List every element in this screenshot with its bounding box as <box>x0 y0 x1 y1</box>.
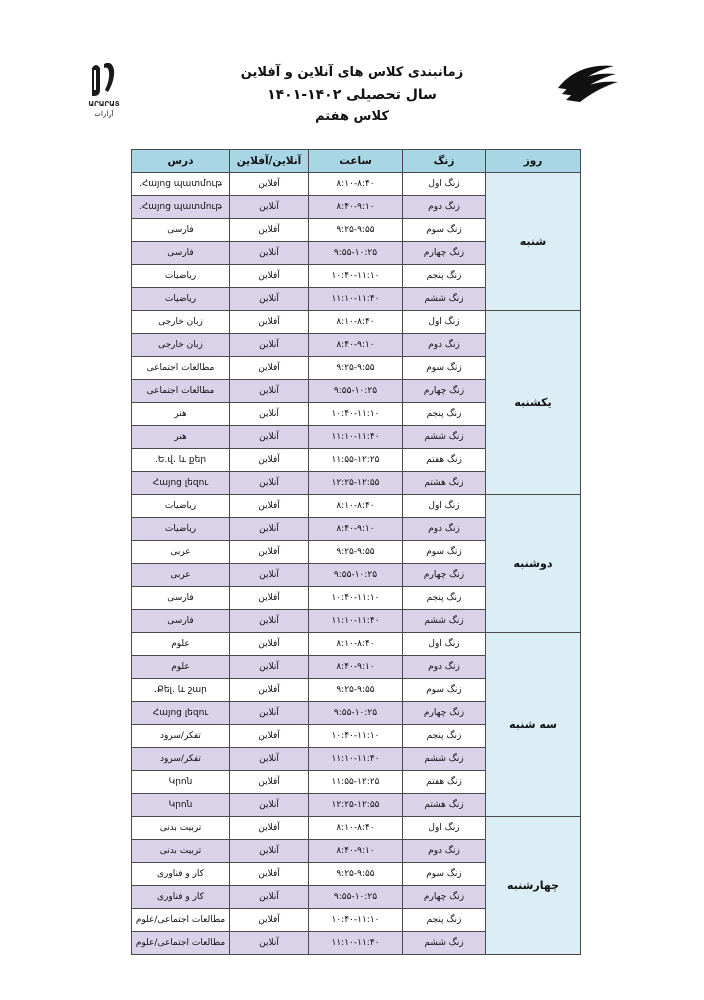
cell-subject: فارسی <box>132 242 230 265</box>
cell-subject: Կրոն <box>132 771 230 794</box>
cell-subject: ریاضیات <box>132 288 230 311</box>
header-period: زنگ <box>403 150 486 173</box>
cell-time: ۹:۲۵-۹:۵۵ <box>309 863 403 886</box>
cell-mode: آنلاین <box>230 380 309 403</box>
cell-subject: Հայոց լեզու <box>132 472 230 495</box>
cell-time: ۱۰:۴۰-۱۱:۱۰ <box>309 265 403 288</box>
cell-subject: ریاضیات <box>132 518 230 541</box>
schedule-body <box>132 173 581 955</box>
cell-period: زنگ دوم <box>403 334 486 357</box>
cell-subject: فارسی <box>132 610 230 633</box>
cell-time: ۱۰:۴۰-۱۱:۱۰ <box>309 403 403 426</box>
cell-subject: مطالعات اجتماعی/علوم <box>132 932 230 955</box>
cell-mode: آنلاین <box>230 196 309 219</box>
cell-mode: آنلاین <box>230 242 309 265</box>
cell-period: زنگ پنجم <box>403 725 486 748</box>
cell-time: ۱۱:۱۰-۱۱:۴۰ <box>309 426 403 449</box>
cell-subject: ریاضیات <box>132 265 230 288</box>
cell-period: زنگ سوم <box>403 541 486 564</box>
cell-mode: آنلاین <box>230 656 309 679</box>
cell-subject: Ե.վ. և քեր. <box>132 449 230 472</box>
cell-time: ۸:۱۰-۸:۴۰ <box>309 495 403 518</box>
cell-time: ۹:۲۵-۹:۵۵ <box>309 219 403 242</box>
cell-subject: هنر <box>132 426 230 449</box>
cell-period: زنگ ششم <box>403 610 486 633</box>
cell-subject: تفکر/سرود <box>132 725 230 748</box>
cell-subject: زبان خارجی <box>132 311 230 334</box>
cell-period: زنگ دوم <box>403 518 486 541</box>
cell-day: چهارشنبه <box>486 817 581 955</box>
cell-period: زنگ چهارم <box>403 564 486 587</box>
cell-mode: آفلاین <box>230 357 309 380</box>
cell-period: زنگ اول <box>403 173 486 196</box>
cell-mode: آنلاین <box>230 748 309 771</box>
schedule-table-container <box>131 149 580 955</box>
cell-period: زنگ چهارم <box>403 380 486 403</box>
cell-mode: آفلاین <box>230 817 309 840</box>
cell-subject: عربی <box>132 564 230 587</box>
cell-time: ۸:۱۰-۸:۴۰ <box>309 311 403 334</box>
cell-time: ۱۲:۲۵-۱۲:۵۵ <box>309 794 403 817</box>
cell-subject: زبان خارجی <box>132 334 230 357</box>
cell-time: ۸:۴۰-۹:۱۰ <box>309 196 403 219</box>
cell-subject: تربیت بدنی <box>132 840 230 863</box>
cell-time: ۹:۲۵-۹:۵۵ <box>309 679 403 702</box>
cell-mode: آفلاین <box>230 863 309 886</box>
cell-subject: مطالعات اجتماعی <box>132 380 230 403</box>
cell-mode: آنلاین <box>230 403 309 426</box>
cell-mode: آفلاین <box>230 679 309 702</box>
cell-period: زنگ ششم <box>403 748 486 771</box>
cell-period: زنگ پنجم <box>403 403 486 426</box>
cell-time: ۸:۴۰-۹:۱۰ <box>309 334 403 357</box>
header-subject: درس <box>132 150 230 173</box>
cell-period: زنگ اول <box>403 817 486 840</box>
cell-subject: Հայոց պատմութ. <box>132 173 230 196</box>
cell-time: ۹:۵۵-۱۰:۲۵ <box>309 886 403 909</box>
cell-subject: فارسی <box>132 587 230 610</box>
wave-logo-icon <box>552 60 622 104</box>
logo-brand-subtext: آرارات <box>94 110 114 118</box>
page-header <box>0 0 704 145</box>
cell-subject: کار و فناوری <box>132 886 230 909</box>
cell-subject: Կրոն <box>132 794 230 817</box>
cell-mode: آنلاین <box>230 564 309 587</box>
cell-mode: آنلاین <box>230 288 309 311</box>
cell-time: ۱۱:۵۵-۱۲:۲۵ <box>309 771 403 794</box>
cell-period: زنگ هشتم <box>403 472 486 495</box>
cell-period: زنگ سوم <box>403 863 486 886</box>
cell-period: زنگ چهارم <box>403 886 486 909</box>
cell-mode: آنلاین <box>230 426 309 449</box>
table-row <box>132 817 581 840</box>
cell-period: زنگ هشتم <box>403 794 486 817</box>
cell-period: زنگ دوم <box>403 656 486 679</box>
cell-period: زنگ دوم <box>403 196 486 219</box>
cell-subject: Քել. և շար. <box>132 679 230 702</box>
header-time: ساعت <box>309 150 403 173</box>
cell-period: زنگ پنجم <box>403 265 486 288</box>
cell-period: زنگ سوم <box>403 357 486 380</box>
cell-mode: آنلاین <box>230 794 309 817</box>
cell-mode: آنلاین <box>230 702 309 725</box>
cell-time: ۸:۱۰-۸:۴۰ <box>309 173 403 196</box>
cell-mode: آفلاین <box>230 541 309 564</box>
cell-day: سه شنبه <box>486 633 581 817</box>
cell-subject: Հայոց պատմութ. <box>132 196 230 219</box>
cell-day: شنبه <box>486 173 581 311</box>
cell-period: زنگ اول <box>403 311 486 334</box>
cell-mode: آنلاین <box>230 472 309 495</box>
cell-mode: آفلاین <box>230 219 309 242</box>
cell-day: یکشنبه <box>486 311 581 495</box>
cell-period: زنگ دوم <box>403 840 486 863</box>
cell-period: زنگ هفتم <box>403 771 486 794</box>
cell-period: زنگ پنجم <box>403 909 486 932</box>
cell-subject: مطالعات اجتماعی/علوم <box>132 909 230 932</box>
cell-mode: آفلاین <box>230 587 309 610</box>
cell-mode: آفلاین <box>230 725 309 748</box>
cell-time: ۱۲:۲۵-۱۲:۵۵ <box>309 472 403 495</box>
cell-mode: آفلاین <box>230 495 309 518</box>
cell-subject: Հայոց լեզու <box>132 702 230 725</box>
cell-mode: آنلاین <box>230 932 309 955</box>
organization-logo <box>552 60 622 104</box>
cell-period: زنگ چهارم <box>403 242 486 265</box>
cell-mode: آنلاین <box>230 840 309 863</box>
cell-time: ۹:۲۵-۹:۵۵ <box>309 357 403 380</box>
academic-year: سال تحصیلی ۱۴۰۲-۱۴۰۱ <box>267 87 437 103</box>
cell-time: ۹:۵۵-۱۰:۲۵ <box>309 564 403 587</box>
table-row <box>132 495 581 518</box>
grade-label: کلاس هفتم <box>315 109 389 124</box>
schedule-table <box>131 149 581 955</box>
table-row <box>132 173 581 196</box>
cell-mode: آفلاین <box>230 771 309 794</box>
cell-mode: آفلاین <box>230 633 309 656</box>
header-day: روز <box>486 150 581 173</box>
cell-time: ۹:۵۵-۱۰:۲۵ <box>309 702 403 725</box>
page-title: زمانبندی کلاس های آنلاین و آفلاین <box>240 65 464 80</box>
cell-period: زنگ سوم <box>403 679 486 702</box>
cell-mode: آنلاین <box>230 610 309 633</box>
cell-subject: فارسی <box>132 219 230 242</box>
cell-mode: آفلاین <box>230 173 309 196</box>
cell-period: زنگ اول <box>403 633 486 656</box>
cell-time: ۱۱:۱۰-۱۱:۴۰ <box>309 288 403 311</box>
cell-time: ۹:۲۵-۹:۵۵ <box>309 541 403 564</box>
cell-period: زنگ اول <box>403 495 486 518</box>
cell-time: ۱۱:۱۰-۱۱:۴۰ <box>309 932 403 955</box>
cell-subject: مطالعات اجتماعی <box>132 357 230 380</box>
school-logo <box>84 58 124 120</box>
cell-time: ۱۱:۵۵-۱۲:۲۵ <box>309 449 403 472</box>
table-row <box>132 633 581 656</box>
cell-time: ۸:۴۰-۹:۱۰ <box>309 518 403 541</box>
cell-period: زنگ ششم <box>403 426 486 449</box>
cell-subject: ریاضیات <box>132 495 230 518</box>
cell-subject: تفکر/سرود <box>132 748 230 771</box>
cell-time: ۹:۵۵-۱۰:۲۵ <box>309 242 403 265</box>
table-header-row <box>132 150 581 173</box>
cell-subject: هنر <box>132 403 230 426</box>
cell-mode: آنلاین <box>230 886 309 909</box>
cell-period: زنگ هفتم <box>403 449 486 472</box>
cell-period: زنگ سوم <box>403 219 486 242</box>
cell-subject: تربیت بدنی <box>132 817 230 840</box>
cell-time: ۹:۵۵-۱۰:۲۵ <box>309 380 403 403</box>
cell-subject: کار و فناوری <box>132 863 230 886</box>
cell-time: ۸:۴۰-۹:۱۰ <box>309 656 403 679</box>
table-row <box>132 311 581 334</box>
logo-brand-text: ԱՐԱՐԱՏ <box>88 100 120 108</box>
cell-mode: آفلاین <box>230 265 309 288</box>
cell-day: دوشنبه <box>486 495 581 633</box>
cell-time: ۱۰:۴۰-۱۱:۱۰ <box>309 587 403 610</box>
cell-subject: عربی <box>132 541 230 564</box>
cell-time: ۱۱:۱۰-۱۱:۴۰ <box>309 610 403 633</box>
cell-time: ۸:۱۰-۸:۴۰ <box>309 817 403 840</box>
cell-subject: علوم <box>132 633 230 656</box>
cell-mode: آفلاین <box>230 909 309 932</box>
cell-time: ۱۰:۴۰-۱۱:۱۰ <box>309 725 403 748</box>
cell-mode: آنلاین <box>230 518 309 541</box>
cell-period: زنگ پنجم <box>403 587 486 610</box>
cell-subject: علوم <box>132 656 230 679</box>
title-block <box>200 62 504 128</box>
cell-time: ۸:۱۰-۸:۴۰ <box>309 633 403 656</box>
cell-mode: آفلاین <box>230 311 309 334</box>
header-mode: آنلاین/آفلاین <box>230 150 309 173</box>
cell-mode: آفلاین <box>230 449 309 472</box>
cell-time: ۱۰:۴۰-۱۱:۱۰ <box>309 909 403 932</box>
cell-mode: آنلاین <box>230 334 309 357</box>
cell-period: زنگ ششم <box>403 288 486 311</box>
cell-period: زنگ ششم <box>403 932 486 955</box>
cell-time: ۱۱:۱۰-۱۱:۴۰ <box>309 748 403 771</box>
cell-time: ۸:۴۰-۹:۱۰ <box>309 840 403 863</box>
cell-period: زنگ چهارم <box>403 702 486 725</box>
school-logo-icon <box>84 58 124 120</box>
